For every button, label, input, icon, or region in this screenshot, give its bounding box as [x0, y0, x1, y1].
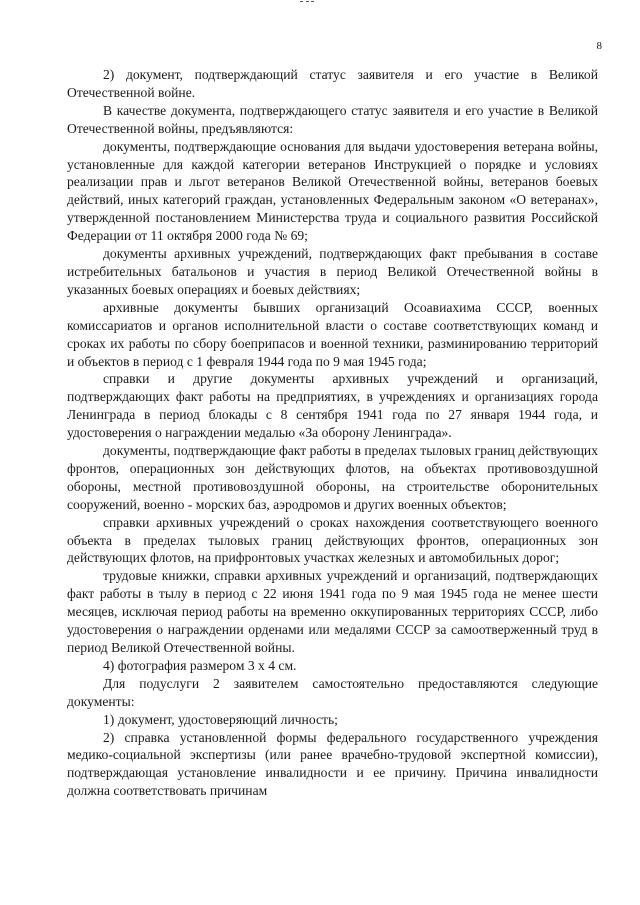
scan-mark	[300, 0, 314, 3]
paragraph: документы, подтверждающие основания для выдачи удостоверения ветерана войны, установленные для каждой категории ветеранов Инструкцией о порядке и условиях реализации прав и льгот ветеранов Великой Отечественной войны, ветеранов боевых действий, иных категорий граждан, установленных Федеральным законом «О ветеранах», утвержденной постановлением Министерства труда и социального развития Российской Федерации от 11 октября 2000 года № 69;	[67, 138, 598, 244]
paragraph: Для подуслуги 2 заявителем самостоятельно предоставляются следующие документы:	[67, 675, 598, 709]
document-body	[67, 66, 598, 799]
paragraph: трудовые книжки, справки архивных учреждений и организаций, подтверждающих факт работы в тылу в период с 22 июня 1941 года по 9 мая 1945 года не менее шести месяцев, исключая период работы на временно оккупированных территориях СССР, либо удостоверения о награждении орденами или медалями СССР за самоотверженный труд в период Великой Отечественной войны.	[67, 568, 598, 655]
paragraph: документы, подтверждающие факт работы в пределах тыловых границ действующих фронтов, операционных зон действующих флотов, на объектах противовоздушной обороны, местной противовоздушной обороны, на строительстве оборонительных сооружений, военно - морских баз, аэродромов и других военных объектов;	[67, 443, 598, 512]
paragraph: 2) документ, подтверждающий статус заявителя и его участие в Великой Отечественной войне.	[67, 67, 598, 100]
paragraph: 2) справка установленной формы федерального государственного учреждения медико-социальной экспертизы (или ранее врачебно-трудовой экспертной комиссии), подтверждающая установление инвалидности и ее причину. Причина инвалидности должна соответствовать причинам	[67, 729, 598, 799]
paragraph: 4) фотография размером 3 х 4 см.	[103, 657, 297, 673]
paragraph: 1) документ, удостоверяющий личность;	[103, 711, 338, 727]
paragraph: справки и другие документы архивных учреждений и организаций, подтверждающих факт работы на предприятиях, в учреждениях и организациях города Ленинграда в период блокады с 8 сентября 1941 года по 27 января 1944 года, и удостоверения о награждении медалью «За оборону Ленинграда».	[67, 371, 598, 441]
paragraph: документы архивных учреждений, подтверждающих факт пребывания в составе истребительных батальонов и участия в период Великой Отечественной войны в указанных боевых операциях и боевых действиях;	[67, 246, 598, 297]
page-number: 8	[596, 40, 602, 52]
paragraph: В качестве документа, подтверждающего статус заявителя и его участие в Великой Отечественной войны, предъявляются:	[67, 102, 598, 136]
paragraph: справки архивных учреждений о сроках нахождения соответствующего военного объекта в пределах тыловых границ действующих фронтов, операционных зон действующих флотов, на прифронтовых участках железных и автомобильных дорог;	[67, 514, 598, 566]
paragraph: архивные документы бывших организаций Осоавиахима СССР, военных комиссариатов и органов исполнительной власти о составе соответствующих команд и сроках их работы по сбору боеприпасов и военной техники, разминированию территорий и объектов в период с 1 февраля 1944 года по 9 мая 1945 года;	[67, 299, 598, 369]
